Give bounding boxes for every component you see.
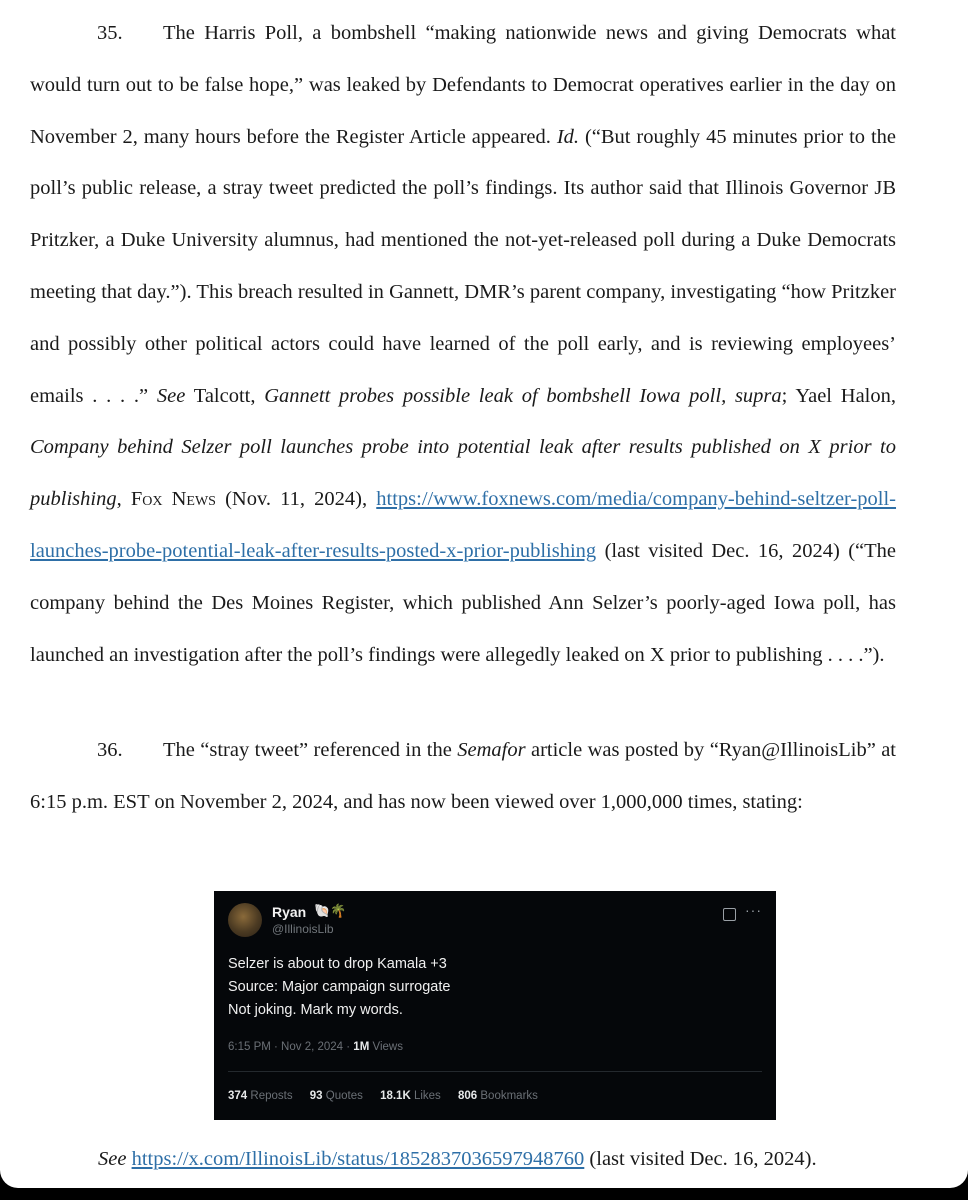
tweet-line: Not joking. Mark my words. <box>228 1002 403 1018</box>
quotes-stat[interactable] <box>310 1090 363 1102</box>
likes-count: 18.1K <box>380 1090 411 1102</box>
paragraph-35 <box>30 8 896 681</box>
see-signal: See <box>156 384 186 407</box>
quotes-count: 93 <box>309 1090 323 1102</box>
likes-label: Likes <box>410 1090 441 1102</box>
paragraph-text: The Harris Poll, a bombshell “making nationwide news and giving Democrats what would turn out to be false hope,” was leaked by Defendants to Democrat operatives earlier in the day on November 2, many hours before the Register Article appeared. <box>30 22 896 148</box>
likes-stat[interactable] <box>380 1090 441 1102</box>
tweet-author-name[interactable]: Ryan <box>272 904 307 920</box>
tweet-timestamp[interactable]: 6:15 PM · Nov 2, 2024 · <box>228 1041 354 1053</box>
avatar[interactable] <box>228 903 262 937</box>
outlet-name: Fox News <box>130 488 216 511</box>
tweet-divider <box>228 1071 762 1072</box>
edit-icon[interactable] <box>723 908 736 921</box>
paragraph-text: (Nov. 11, 2024), <box>215 488 377 511</box>
tweet-stats <box>228 1090 552 1102</box>
paragraph-text: The “stray tweet” referenced in the <box>163 739 458 761</box>
tweet-link[interactable]: https://x.com/IllinoisLib/status/1852837036597948760 <box>131 1148 585 1170</box>
article-title: Company behind Selzer poll launches probe into potential leak after results published on X prior to publishing <box>30 436 896 511</box>
bookmarks-stat[interactable] <box>458 1090 538 1102</box>
paragraph-text: (last visited Dec. 16, 2024) (“The company behind the Des Moines Register, which published Ann Selzer’s poorly-aged Iowa poll, has launched an investigation after the poll’s findings were allegedly leaked on X prior to publishing . . . .”). <box>30 539 896 666</box>
article-title: Gannett probes possible leak of bombshell Iowa poll, supra <box>264 384 782 407</box>
semafor-title: Semafor <box>457 739 526 761</box>
paragraph-text: , <box>116 488 131 511</box>
tweet-author-handle[interactable]: @IllinoisLib <box>272 922 334 936</box>
bookmarks-label: Bookmarks <box>477 1090 538 1102</box>
paragraph-text: ; Yael Halon, <box>781 384 896 407</box>
tweet-line: Source: Major campaign surrogate <box>228 979 451 995</box>
reposts-label: Reposts <box>247 1090 293 1102</box>
tweet-line: Selzer is about to drop Kamala +3 <box>228 956 447 972</box>
embedded-tweet <box>214 891 776 1120</box>
more-icon[interactable]: ··· <box>745 902 762 918</box>
reposts-count: 374 <box>228 1090 248 1102</box>
see-signal: See <box>98 1148 127 1170</box>
name-emoji-icon: 🐚🌴 <box>314 903 347 918</box>
citation-tail: (last visited Dec. 16, 2024). <box>584 1148 817 1170</box>
tweet-meta <box>228 1041 403 1053</box>
quotes-label: Quotes <box>322 1090 363 1102</box>
views-label: Views <box>369 1041 403 1053</box>
tweet-text <box>228 953 450 1022</box>
paragraph-text: article was posted by “Ryan@IllinoisLib” at 6:15 p.m. EST on November 2, 2024, and has now been viewed over 1,000,000 times, stating: <box>30 739 896 813</box>
paragraph-number: 36. <box>97 739 123 761</box>
bookmarks-count: 806 <box>458 1090 478 1102</box>
paragraph-text: (“But roughly 45 minutes prior to the poll’s public release, a stray tweet predicted the poll’s findings. Its author said that Illinois Governor JB Pritzker, a Duke University alumnus, had mentioned the not-yet-released poll during a Duke Democrats meeting that day.”). This breach resulted in Gannett, DMR’s parent company, investigating “how Pritzker and possibly other political actors could have learned of the poll early, and is reviewing employees’ emails . . . .” <box>30 125 896 407</box>
paragraph-number: 35. <box>97 22 123 44</box>
views-count: 1M <box>353 1041 370 1053</box>
tweet-citation <box>98 1144 817 1174</box>
paragraph-36 <box>30 725 896 829</box>
id-citation: Id. <box>556 125 580 148</box>
paragraph-text: Talcott, <box>185 384 265 407</box>
foxnews-link[interactable]: https://www.foxnews.com/media/company-behind-seltzer-poll-launches-probe-potential-leak-after-results-posted-x-prior-publishing <box>30 488 897 562</box>
reposts-stat[interactable] <box>228 1090 293 1102</box>
